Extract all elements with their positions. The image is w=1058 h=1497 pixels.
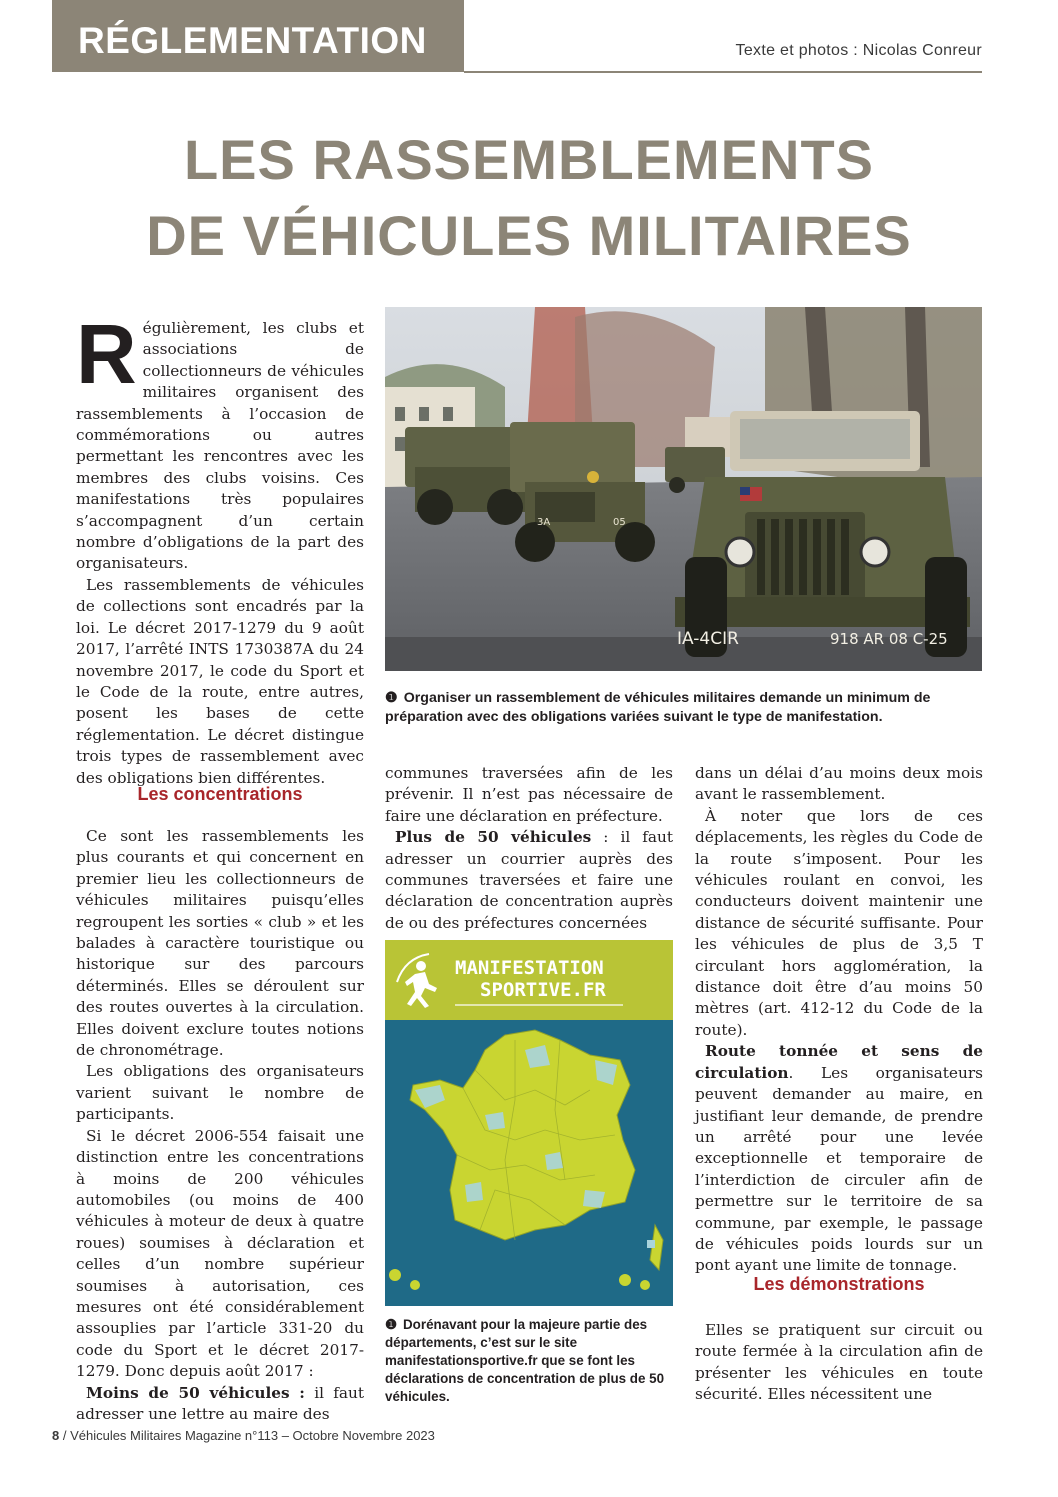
body-paragraph: À noter que lors de ces déplacements, les règles du Code de la route s’imposent. Pour les véhicules roulant en convoi, les conducteurs doivent maintenir une distance de sécurité suffisante. Pour les véhicules de plus de 3,5 T circulant hors agglomération, la distance doit être d’au moins 50 mètres (art. 412-12 du Code de la route). [695,806,983,1039]
logo-text-line-2: SPORTIVE.FR [480,979,606,1001]
intro-paragraph-2: Les rassemblements de véhicules de collections sont encadrés par la loi. Le décret 2017-1279 du 9 août 2017, l’arrêté INTS 1730387A du 24 novembre 2017, le code du Sport et le Code de la route, entre autres, posent les bases de cette réglementation. Le décret distingue trois types de rassemblement avec des obligations bien différentes. [76,575,364,787]
subheading-demonstrations: Les démonstrations [753,1274,925,1294]
title-line-2: DE VÉHICULES MILITAIRES [146,204,912,267]
photo-military-vehicles [385,307,982,671]
body-text: il faut adresser une lettre au maire des [76,1383,364,1423]
logo-text-line-1: MANIFESTATION [455,957,604,979]
footer-text: / Véhicules Militaires Magazine n°113 – Octobre Novembre 2023 [59,1428,435,1443]
intro-paragraph-1 [76,307,364,575]
page-footer [52,1428,435,1443]
author-credit: Texte et photos : Nicolas Conreur [735,42,982,59]
subheading-concentrations: Les concentrations [137,784,303,804]
body-text: : il faut adresser un courrier auprès des communes traversées et faire une déclaration de concentration auprès de ou des préfectures concernées [385,828,674,932]
truck-marking: 3A [537,517,551,528]
jeep-plate-right: 918 AR 08 C-25 [830,630,948,648]
body-paragraph [76,1383,364,1426]
photo-caption-2 [385,1316,677,1406]
body-paragraph: Les obligations des organisateurs varient suivant le nombre de participants. [76,1062,364,1124]
camera-bullet-icon: ❶ [385,1317,398,1332]
column-3-text [695,763,983,1277]
body-paragraph: Si le décret 2006-554 faisait une distinction entre les concentrations à moins de 200 véhicules automobiles (ou moins de 400 véhicules à moteur de deux à quatre roues) soumises à déclaration et celles d’un nombre supérieur soumises à autorisation, ces mesures ont été considérablement assouplies par l’article 331-20 du code du Sport et le décret 2017-1279. Donc depuis août 2017 : [76,1126,364,1381]
bold-lead: Moins de 50 véhicules : [86,1383,305,1402]
concentrations-text [76,826,364,1425]
body-paragraph [385,827,673,934]
column-2-text [385,763,673,934]
page-number: 8 [52,1428,60,1443]
intro-paragraph-1-text: égulièrement, les clubs et associations de collectionneurs de véhicules militaires organisent des rassemblements à l’occasion de commémorations ou autres permettant les rencontres avec les membres des clubs voisins. Ces manifestations très populaires s’accompagnent d’un certain nombre d’obligations de la part des organisateurs. [76,319,364,573]
header-rule [464,71,982,73]
bold-lead: Route tonnée et sens de circulation [695,1042,983,1082]
caption-text: Organiser un rassemblement de véhicules militaires demande un minimum de préparation avec des obligations variées suivant le type de manifestation. [385,690,931,725]
body-paragraph: Elles se pratiquent sur circuit ou route fermée à la circulation afin de présenter les véhicules en toute sécurité. Elles nécessitent une [695,1321,983,1404]
title-line-1: LES RASSEMBLEMENTS [183,128,875,191]
body-paragraph [695,1041,983,1276]
body-paragraph: communes traversées afin de les prévenir. Il n’est pas nécessaire de faire une déclaration en préfecture. [385,764,673,825]
intro-text [76,307,364,789]
demonstrations-text [695,1320,983,1406]
jeep-plate-left: IA-4CIR [677,629,739,649]
photo-caption-1 [385,689,985,727]
body-paragraph: dans un délai d’au moins deux mois avant le rassemblement. [695,764,983,804]
body-paragraph: Ce sont les rassemblements les plus courants et qui concernent en premier lieu les collectionneurs de véhicules militaires puisqu’elles regroupent les sorties « club » et les balades à caractère touristique ou historique sur des parcours déterminés. Elles se déroulent sur des routes ouvertes à la circulation. Elles doivent exclure toutes notions de chronométrage. [76,827,364,1060]
drop-cap: R [76,307,137,401]
truck-number: 05 [613,517,626,528]
article-title [52,122,1006,274]
photo-manifestation-website [385,940,673,1306]
camera-bullet-icon: ❶ [385,690,398,706]
body-text: . Les organisateurs peuvent demander au maire, en justifiant leur demande, de prendre un arrêté pour une levée exceptionnelle et temporaire de l’interdiction de circuler afin de permettre sur le territoire de sa commune, par exemple, le passage de véhicules poids lourds sur un pont ayant une limite de tonnage. [695,1063,983,1275]
bold-lead: Plus de 50 véhicules [395,828,592,847]
caption-text: Dorénavant pour la majeure partie des départements, c’est sur le site manifestationsportive.fr que se font les déclarations de concentration de plus de 50 véhicules. [385,1317,665,1404]
section-label: RÉGLEMENTATION [78,20,427,61]
